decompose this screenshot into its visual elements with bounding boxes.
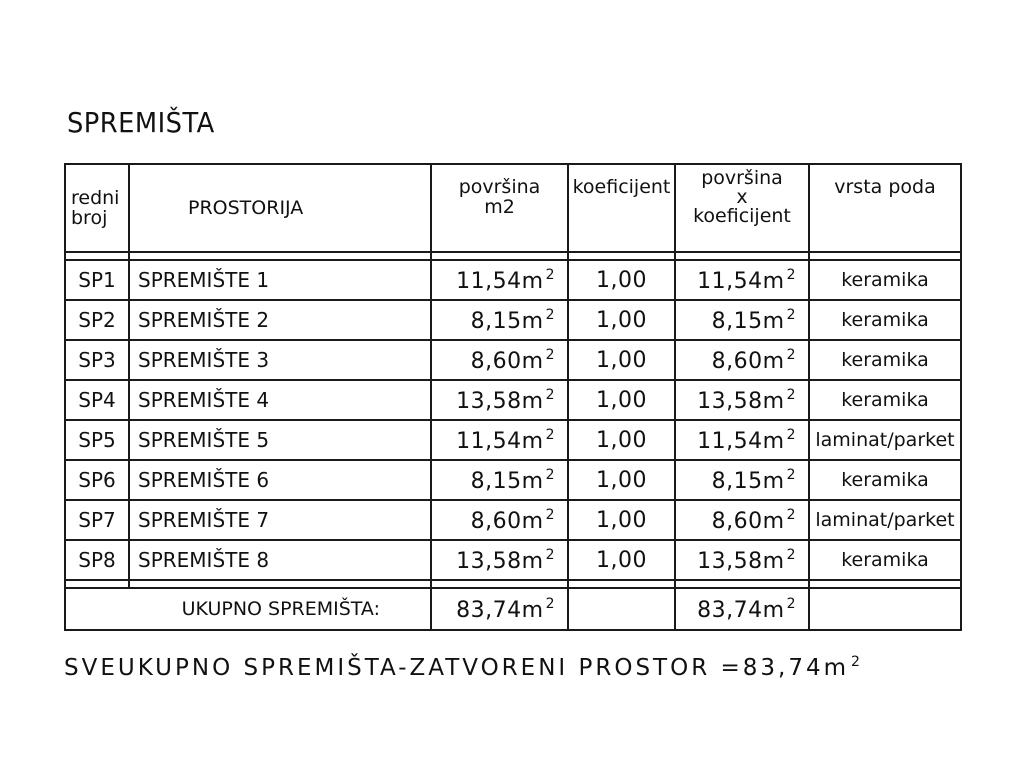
unit-superscript: 2 [545,266,555,283]
povk-value: 13,58m [697,548,785,574]
cell-redni-broj: SP2 [65,300,129,340]
total-row [65,588,961,630]
unit-superscript: 2 [786,506,796,523]
page-title: SPREMIŠTA [67,106,215,139]
cell-redni-broj: SP7 [65,500,129,540]
povrsina-value: 13,58m [456,548,544,574]
unit-superscript: 2 [786,426,796,443]
cell-redni-broj: SP5 [65,420,129,460]
cell-prostorija: SPREMIŠTE 8 [129,540,431,580]
cell-povrsina-x-koeficijent [675,420,809,460]
cell-koeficijent: 1,00 [568,500,675,540]
cell-prostorija: SPREMIŠTE 1 [129,260,431,300]
cell-vrsta-poda: laminat/parket [809,420,961,460]
cell-povrsina-x-koeficijent [675,500,809,540]
cell-prostorija: SPREMIŠTE 4 [129,380,431,420]
cell-povrsina [431,380,568,420]
cell-povrsina-x-koeficijent [675,300,809,340]
cell-povrsina-x-koeficijent [675,460,809,500]
cell-vrsta-poda: keramika [809,540,961,580]
total-koeficijent-empty [568,588,675,630]
total-povrsina-x-koeficijent [675,588,809,630]
cell-prostorija: SPREMIŠTE 2 [129,300,431,340]
unit-superscript: 2 [545,546,555,563]
cell-povrsina-x-koeficijent [675,260,809,300]
povrsina-value: 11,54m [456,428,544,454]
unit-superscript: 2 [786,466,796,483]
cell-povrsina [431,340,568,380]
unit-superscript: 2 [786,386,796,403]
cell-vrsta-poda: keramika [809,300,961,340]
grand-total-line [64,654,863,681]
unit-superscript: 2 [545,346,555,363]
header-povrsina [431,164,568,252]
unit-superscript: 2 [786,546,796,563]
unit-superscript: 2 [545,386,555,403]
table-header-row [65,164,961,252]
povrsina-value: 8,15m [470,308,544,334]
header-povrsina-x-koeficijent [675,164,809,252]
cell-prostorija: SPREMIŠTE 3 [129,340,431,380]
cell-vrsta-poda: keramika [809,340,961,380]
table-row [65,420,961,460]
povk-value: 8,60m [711,508,785,534]
unit-superscript: 2 [545,306,555,323]
unit-superscript: 2 [545,595,555,612]
povk-value: 11,54m [697,428,785,454]
povrsina-value: 11,54m [456,268,544,294]
table-row [65,260,961,300]
povrsina-value: 8,60m [470,508,544,534]
cell-povrsina [431,300,568,340]
table-row [65,380,961,420]
table-row [65,540,961,580]
cell-koeficijent: 1,00 [568,340,675,380]
cell-koeficijent: 1,00 [568,300,675,340]
povk-value: 11,54m [697,268,785,294]
povk-value: 8,15m [711,308,785,334]
total-label: UKUPNO SPREMIŠTA: [65,588,431,630]
cell-redni-broj: SP3 [65,340,129,380]
storage-area-table [64,163,962,631]
cell-vrsta-poda: keramika [809,460,961,500]
header-povrsina-line2: m2 [484,196,515,218]
unit-superscript: 2 [786,346,796,363]
cell-koeficijent: 1,00 [568,540,675,580]
unit-superscript: 2 [545,426,555,443]
cell-povrsina-x-koeficijent [675,380,809,420]
cell-prostorija: SPREMIŠTE 6 [129,460,431,500]
header-koeficijent: koeficijent [568,164,675,252]
cell-redni-broj: SP4 [65,380,129,420]
spacer-row [65,252,961,260]
unit-superscript: 2 [851,654,863,670]
cell-vrsta-poda: keramika [809,380,961,420]
grand-total-text: SVEUKUPNO SPREMIŠTA-ZATVORENI PROSTOR =83,74m [64,655,850,681]
cell-vrsta-poda: keramika [809,260,961,300]
header-povk-line3: koeficijent [693,205,791,227]
unit-superscript: 2 [545,506,555,523]
table-row [65,500,961,540]
cell-koeficijent: 1,00 [568,260,675,300]
cell-povrsina-x-koeficijent [675,340,809,380]
unit-superscript: 2 [786,266,796,283]
header-povk-line2: x [736,186,748,208]
povk-value: 13,58m [697,388,785,414]
header-povrsina-line1: površina [458,176,541,198]
unit-superscript: 2 [786,595,796,612]
cell-redni-broj: SP6 [65,460,129,500]
cell-redni-broj: SP8 [65,540,129,580]
cell-povrsina-x-koeficijent [675,540,809,580]
cell-povrsina [431,500,568,540]
header-redni-broj [65,164,129,252]
header-vrsta-poda: vrsta poda [809,164,961,252]
cell-koeficijent: 1,00 [568,460,675,500]
header-redni-line1: redni [71,187,120,209]
cell-povrsina [431,460,568,500]
header-povk-line1: površina [701,167,783,189]
table-row [65,300,961,340]
table-row [65,460,961,500]
povrsina-value: 8,15m [470,468,544,494]
header-prostorija: PROSTORIJA [129,164,431,252]
cell-prostorija: SPREMIŠTE 5 [129,420,431,460]
cell-koeficijent: 1,00 [568,420,675,460]
povk-value: 8,15m [711,468,785,494]
povrsina-value: 13,58m [456,388,544,414]
cell-vrsta-poda: laminat/parket [809,500,961,540]
total-povrsina-value: 83,74m [456,597,544,623]
unit-superscript: 2 [545,466,555,483]
total-povrsina [431,588,568,630]
cell-povrsina [431,260,568,300]
povk-value: 8,60m [711,348,785,374]
table-row [65,340,961,380]
header-redni-line2: broj [71,207,108,229]
cell-redni-broj: SP1 [65,260,129,300]
unit-superscript: 2 [786,306,796,323]
total-povk-value: 83,74m [697,597,785,623]
cell-prostorija: SPREMIŠTE 7 [129,500,431,540]
povrsina-value: 8,60m [470,348,544,374]
cell-koeficijent: 1,00 [568,380,675,420]
spacer-row [65,580,961,588]
total-vrsta-empty [809,588,961,630]
cell-povrsina [431,420,568,460]
cell-povrsina [431,540,568,580]
